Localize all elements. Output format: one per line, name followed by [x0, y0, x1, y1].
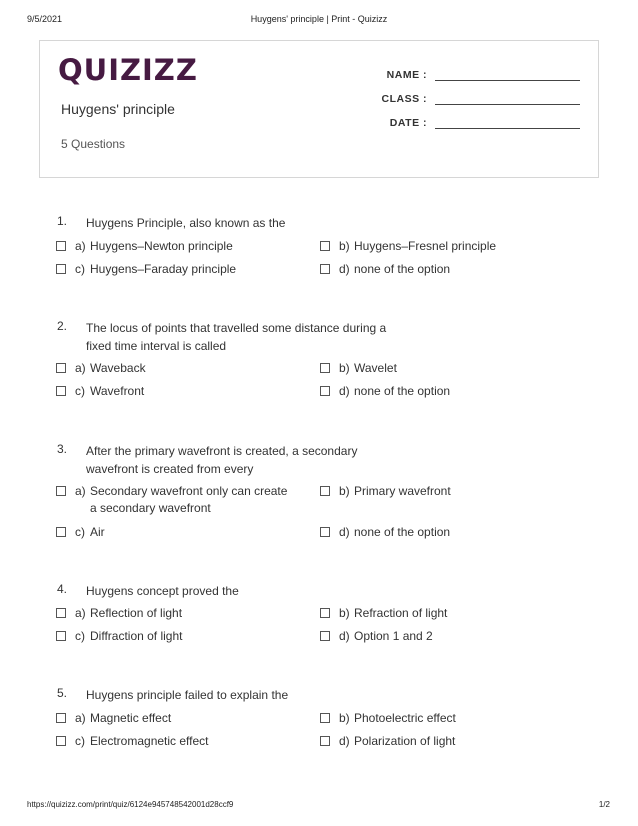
option-text: none of the option [354, 525, 451, 539]
date-label: DATE : [389, 117, 427, 129]
option-letter: d) [339, 629, 350, 643]
print-date: 9/5/2021 [27, 14, 63, 24]
checkbox-icon [56, 713, 66, 723]
quizizz-logo: QUIZIZZ [58, 53, 198, 87]
question-number: 2. [57, 319, 68, 333]
option-text: none of the option [354, 384, 451, 398]
option-letter: d) [339, 262, 350, 276]
option-letter: b) [339, 606, 350, 620]
date-line [435, 116, 580, 129]
question-text: Huygens concept proved the [86, 584, 239, 598]
option-text: Primary wavefront [354, 484, 451, 498]
option-text: Air [90, 525, 105, 539]
option-letter: d) [339, 734, 350, 748]
option-text: Huygens–Newton principle [90, 239, 233, 253]
checkbox-icon [320, 713, 330, 723]
class-field [382, 92, 581, 105]
option-text: Magnetic effect [90, 711, 172, 725]
option-letter: b) [339, 484, 350, 498]
name-line [435, 68, 580, 81]
option-text: Wavelet [354, 361, 397, 375]
option-text: Refraction of light [354, 606, 448, 620]
option-letter: a) [75, 484, 86, 498]
checkbox-icon [56, 363, 66, 373]
checkbox-icon [56, 241, 66, 251]
option-text: Reflection of light [90, 606, 183, 620]
option-letter: d) [339, 384, 350, 398]
checkbox-icon [320, 486, 330, 496]
question-number: 3. [57, 442, 68, 456]
question-text: Huygens principle failed to explain the [86, 688, 289, 702]
option-text: Option 1 and 2 [354, 629, 433, 643]
question-count: 5 Questions [61, 137, 126, 151]
name-field [387, 68, 580, 81]
option-text: Electromagnetic effect [90, 734, 209, 748]
checkbox-icon [320, 264, 330, 274]
checkbox-icon [320, 386, 330, 396]
class-label: CLASS : [381, 93, 427, 105]
quiz-title: Huygens' principle [61, 101, 175, 117]
option-letter: c) [75, 262, 85, 276]
checkbox-icon [320, 527, 330, 537]
question-text: The locus of points that travelled some distance during a fixed time interval is called [86, 321, 387, 353]
option-text: Huygens–Faraday principle [90, 262, 237, 276]
question-text: Huygens Principle, also known as the [86, 216, 286, 230]
option-letter: c) [75, 734, 85, 748]
option-text: Wavefront [90, 384, 145, 398]
option-letter: c) [75, 629, 85, 643]
option-letter: c) [75, 384, 85, 398]
checkbox-icon [320, 241, 330, 251]
checkbox-icon [320, 363, 330, 373]
option-text: Secondary wavefront only can create a secondary wavefront [90, 484, 288, 515]
checkbox-icon [320, 736, 330, 746]
option-letter: c) [75, 525, 85, 539]
checkbox-icon [56, 527, 66, 537]
option-letter: a) [75, 606, 86, 620]
option-text: Photoelectric effect [354, 711, 456, 725]
option-letter: d) [339, 525, 350, 539]
checkbox-icon [56, 608, 66, 618]
option-letter: a) [75, 239, 86, 253]
checkbox-icon [56, 631, 66, 641]
checkbox-icon [56, 386, 66, 396]
date-field [390, 116, 580, 129]
option-letter: a) [75, 361, 86, 375]
class-line [435, 92, 580, 105]
option-text: Waveback [90, 361, 146, 375]
option-letter: b) [339, 239, 350, 253]
question-number: 4. [57, 582, 68, 596]
question-number: 1. [57, 214, 68, 228]
option-letter: b) [339, 361, 350, 375]
checkbox-icon [56, 736, 66, 746]
name-label: NAME : [386, 69, 427, 81]
page-header-title: Huygens' principle | Print - Quizizz [250, 14, 388, 24]
checkbox-icon [56, 486, 66, 496]
page-url: https://quizizz.com/print/quiz/6124e945748542001d28ccf9 [27, 800, 234, 809]
checkbox-icon [56, 264, 66, 274]
option-letter: a) [75, 711, 86, 725]
checkbox-icon [320, 631, 330, 641]
page-number: 1/2 [598, 800, 610, 809]
checkbox-icon [320, 608, 330, 618]
option-text: Diffraction of light [90, 629, 183, 643]
option-letter: b) [339, 711, 350, 725]
option-text: none of the option [354, 262, 451, 276]
option-text: Huygens–Fresnel principle [354, 239, 497, 253]
quiz-header-card [39, 40, 599, 178]
question-number: 5. [57, 686, 68, 700]
option-text: Polarization of light [354, 734, 456, 748]
question-text: After the primary wavefront is created, a secondary wavefront is created from every [86, 444, 358, 476]
